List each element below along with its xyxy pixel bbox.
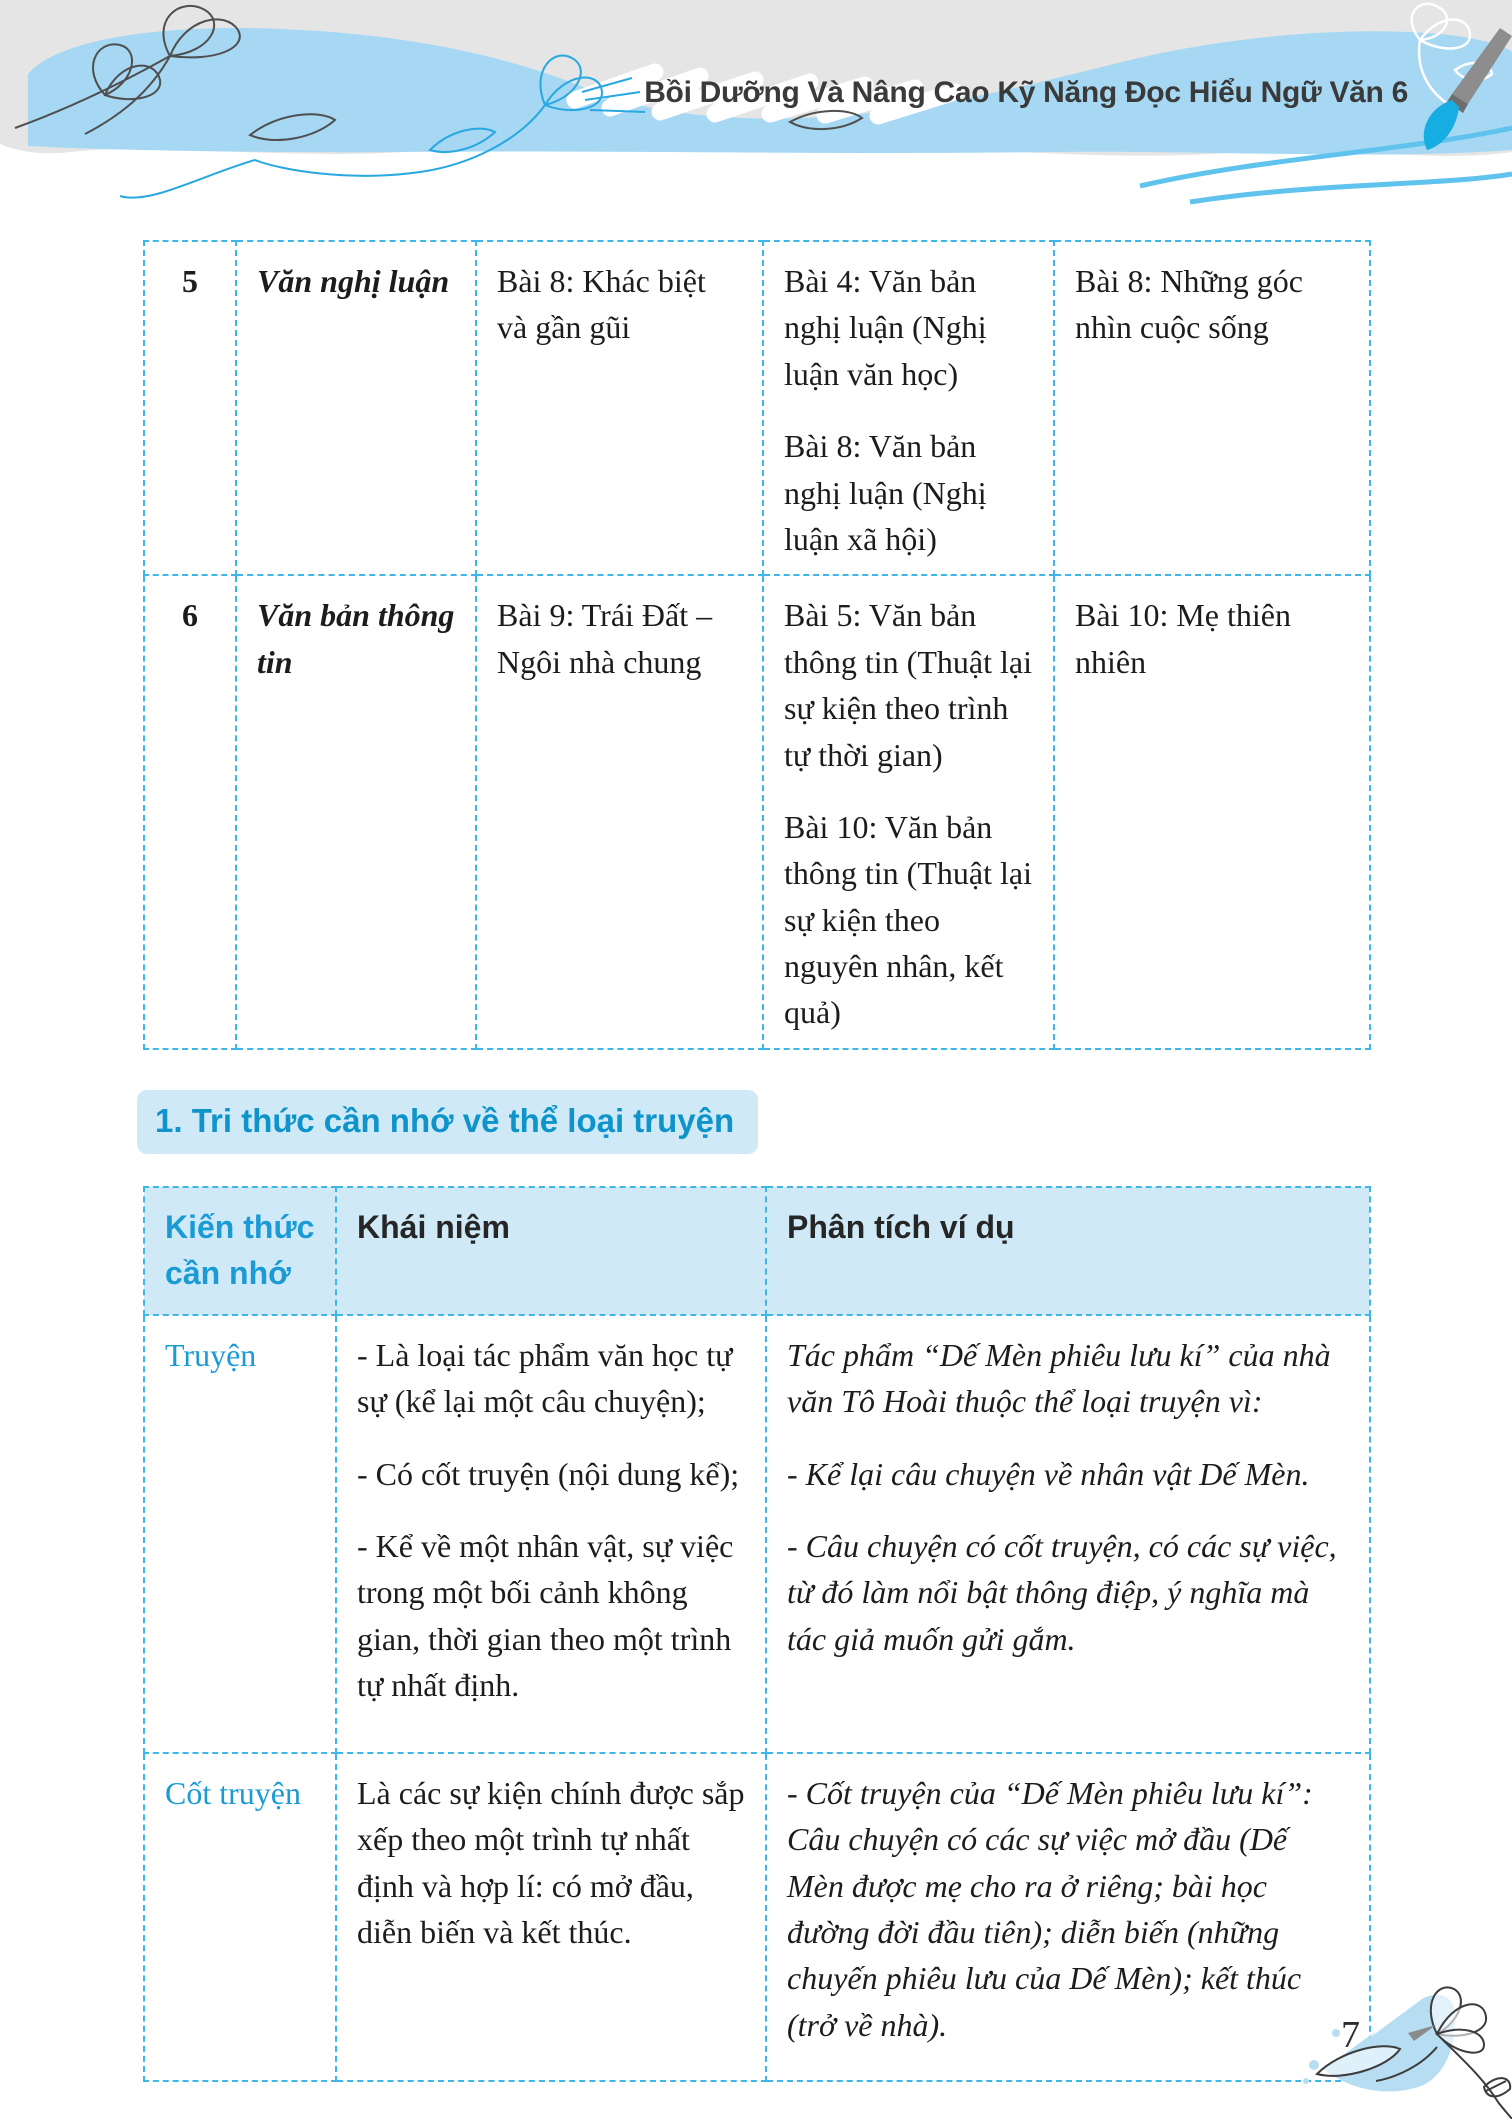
column-header-term: Kiến thức cần nhớ <box>144 1187 336 1315</box>
lessons-cell-c <box>1054 241 1370 575</box>
paragraph: Bài 8: Những góc nhìn cuộc sống <box>1075 263 1303 346</box>
paragraph: Tác phẩm “Dế Mèn phiêu lưu kí” của nhà văn Tô Hoài thuộc thể loại truyện vì: <box>787 1336 1331 1420</box>
paragraph: Bài 4: Văn bản nghị luận (Nghị luận văn học) <box>784 263 987 392</box>
table-row <box>144 241 1370 575</box>
row-index: 5 <box>144 241 236 575</box>
concept-cell <box>336 1753 766 2081</box>
page-footer <box>1092 1969 1512 2119</box>
lessons-cell-a <box>476 575 763 1049</box>
paragraph: Bài 8: Văn bản nghị luận (Nghị luận xã hội) <box>784 428 987 557</box>
footer-flower-splash-art <box>1092 1969 1512 2119</box>
paragraph: - Có cốt truyện (nội dung kể); <box>357 1455 740 1492</box>
paragraph: Bài 10: Văn bản thông tin (Thuật lại sự kiện theo nguyên nhân, kết quả) <box>784 808 1032 1031</box>
paragraph: - Câu chuyện có cốt truyện, có các sự việc, từ đó làm nổi bật thông điệp, ý nghĩa mà tác giả muốn gửi gắm. <box>787 1528 1337 1657</box>
paragraph: - Kể lại câu chuyện về nhân vật Dế Mèn. <box>787 1455 1310 1492</box>
paragraph: Bài 5: Văn bản thông tin (Thuật lại sự kiện theo trình tự thời gian) <box>784 597 1032 773</box>
term-cell: Cốt truyện <box>144 1753 336 2081</box>
paragraph: Bài 10: Mẹ thiên nhiên <box>1075 597 1291 680</box>
curriculum-table <box>143 240 1371 1050</box>
book-title: Bồi Dưỡng Và Nâng Cao Kỹ Năng Đọc Hiểu Ngữ Văn 6 <box>644 76 1408 109</box>
column-header-example: Phân tích ví dụ <box>766 1187 1370 1315</box>
section-heading <box>137 1090 758 1154</box>
term-cell: Truyện <box>144 1315 336 1753</box>
paragraph: - Cốt truyện của “Dế Mèn phiêu lưu kí”: Câu chuyện có các sự việc mở đầu (Dế Mèn được mẹ cho ra ở riêng; bài học đường đời đầu tiên); diễn biến (những chuyến phiêu lưu của Dế Mèn); kết thúc (trở về nhà). <box>787 1774 1313 2043</box>
paragraph: Bài 8: Khác biệt và gần gũi <box>497 263 706 346</box>
table-row <box>144 575 1370 1049</box>
genre-cell: Văn nghị luận <box>236 241 476 575</box>
section-heading-label: 1. Tri thức cần nhớ về thể loại truyện <box>155 1101 735 1139</box>
lessons-cell-a <box>476 241 763 575</box>
paragraph: - Kể về một nhân vật, sự việc trong một bối cảnh không gian, thời gian theo một trình tự nhất định. <box>357 1528 734 1704</box>
paragraph: Bài 9: Trái Đất – Ngôi nhà chung <box>497 597 713 680</box>
lessons-cell-c <box>1054 575 1370 1049</box>
lessons-cell-b <box>763 241 1054 575</box>
genre-cell: Văn bản thông tin <box>236 575 476 1049</box>
paragraph: Là các sự kiện chính được sắp xếp theo một trình tự nhất định và hợp lí: có mở đầu, diễn biến và kết thúc. <box>357 1774 745 1951</box>
concept-cell <box>336 1315 766 1753</box>
main-content <box>143 0 1369 2082</box>
example-cell <box>766 1315 1370 1753</box>
lessons-cell-b <box>763 575 1054 1049</box>
table-header-row <box>144 1187 1370 1315</box>
paragraph: - Là loại tác phẩm văn học tự sự (kể lại một câu chuyện); <box>357 1336 733 1420</box>
row-index: 6 <box>144 575 236 1049</box>
page-number: 7 <box>1341 2014 1360 2056</box>
table-row <box>144 1315 1370 1753</box>
knowledge-table <box>143 1186 1371 2082</box>
column-header-concept: Khái niệm <box>336 1187 766 1315</box>
